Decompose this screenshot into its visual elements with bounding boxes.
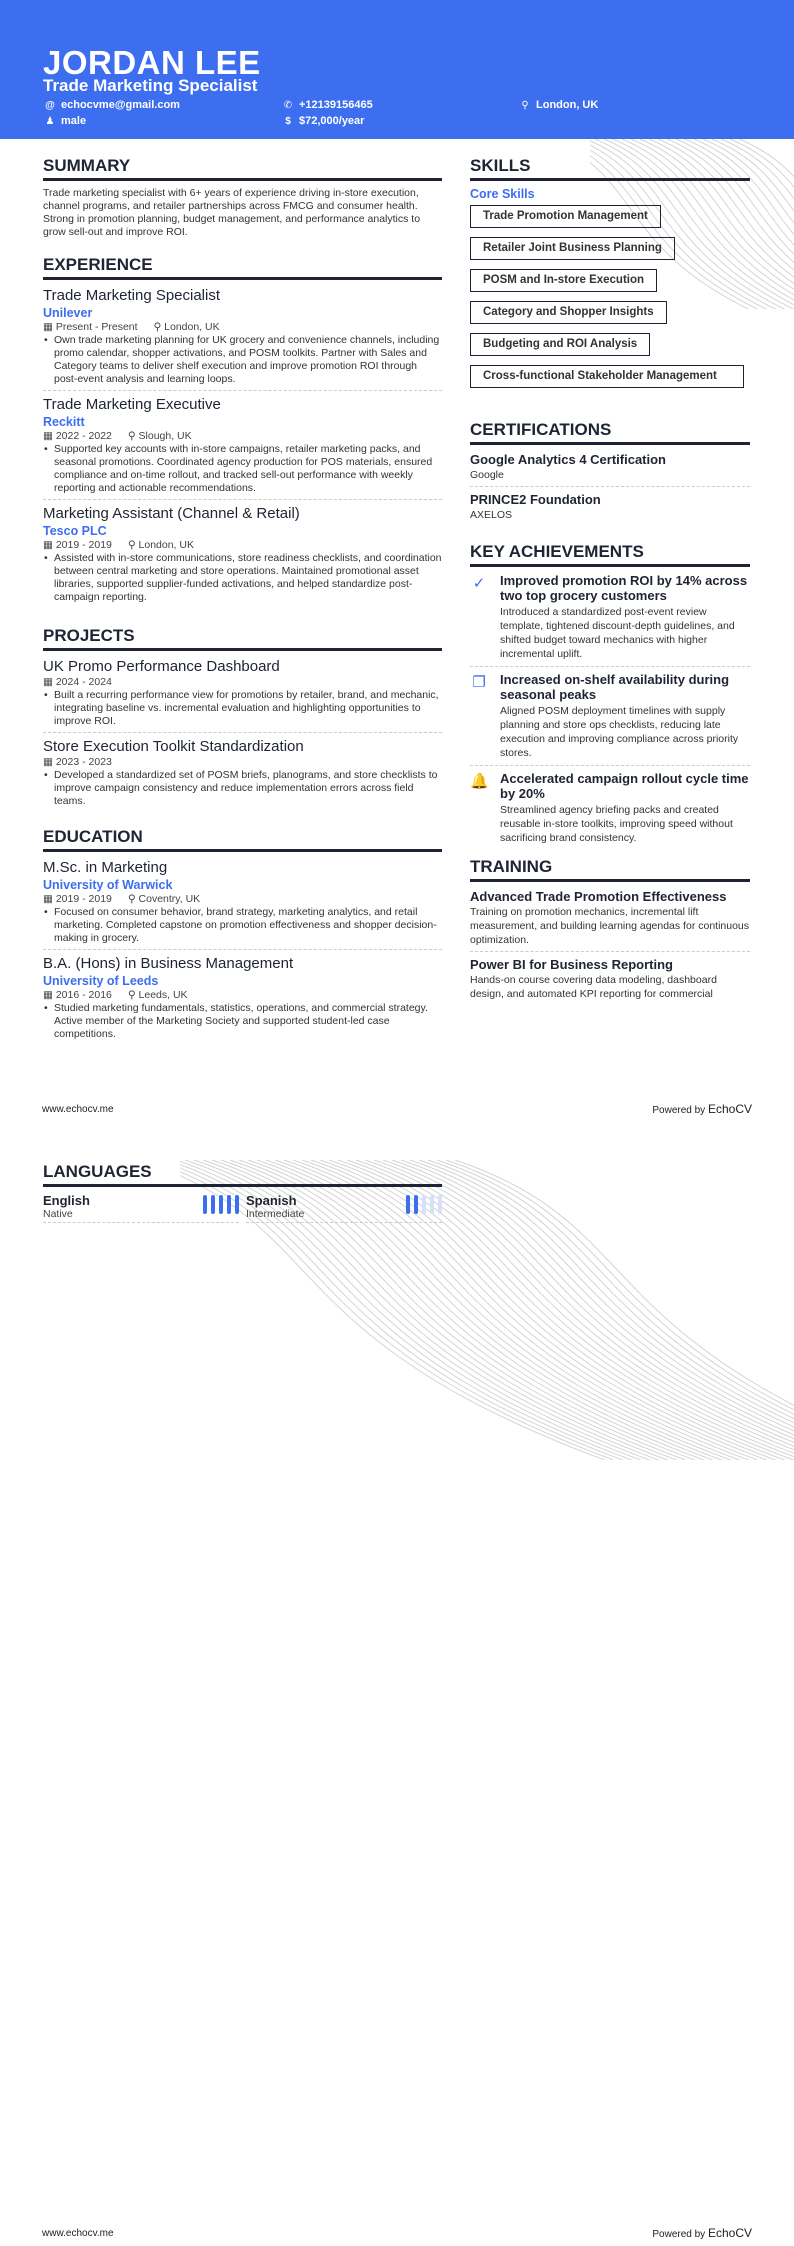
location-text: London, UK: [164, 321, 220, 333]
calendar-icon: ▦: [43, 989, 56, 1001]
achievement-item: [470, 672, 750, 766]
section-heading: SUMMARY: [43, 156, 442, 181]
experience-section: [43, 255, 442, 612]
skill-row: [470, 269, 750, 301]
experience-item: [43, 395, 442, 500]
experience-item: [43, 504, 442, 608]
section-heading: PROJECTS: [43, 626, 442, 651]
wave-line: [401, 1160, 794, 1460]
location: [128, 430, 192, 443]
level-bar: [219, 1195, 223, 1214]
section-heading: EXPERIENCE: [43, 255, 442, 280]
date-range: [43, 321, 138, 334]
item-bullet: • Developed a standardized set of POSM briefs, planograms, and store checklists to improve campaign consistency and reduce implementation errors across field teams.: [43, 769, 442, 808]
level-bar: [211, 1195, 215, 1214]
calendar-icon: ▦: [43, 321, 56, 333]
skill-row: [470, 333, 750, 365]
calendar-icon: ▦: [43, 539, 56, 551]
skill-chip: Category and Shopper Insights: [470, 301, 667, 324]
training-title: Advanced Trade Promotion Effectiveness: [470, 889, 727, 904]
company-name: Unilever: [43, 306, 93, 320]
skill-row: [470, 237, 750, 269]
achievement-item: [470, 573, 750, 667]
contact-email[interactable]: [45, 99, 180, 111]
language-level: Intermediate: [246, 1208, 305, 1220]
phone-text: +12139156465: [299, 99, 373, 111]
certification-item: [470, 451, 750, 487]
achievements-section: [470, 542, 750, 855]
language-item: [246, 1193, 442, 1223]
section-heading: KEY ACHIEVEMENTS: [470, 542, 750, 567]
skill-chip: POSM and In-store Execution: [470, 269, 657, 292]
training-text: Hands-on course covering data modeling, dashboard design, and automated KPI reporting for commercial: [470, 974, 717, 1000]
item-bullet: • Own trade marketing planning for UK grocery and convenience channels, including promo calendar, shopper activations, and POSM toolkits. Partner with Sales and Category teams to deliver shelf execution and improve promotion ROI through post-event analysis and learning loops.: [43, 334, 442, 386]
project-item: [43, 657, 442, 733]
language-item: [43, 1193, 239, 1223]
degree-title: M.Sc. in Marketing: [43, 859, 168, 876]
date-range: [43, 893, 112, 906]
date-text: 2022 - 2022: [55, 430, 112, 442]
location: [154, 321, 220, 334]
language-name: English: [43, 1193, 90, 1208]
skill-chip: Budgeting and ROI Analysis: [470, 333, 650, 356]
school-name: University of Leeds: [43, 974, 159, 988]
wave-line: [392, 1160, 794, 1460]
wave-line: [437, 1160, 794, 1460]
level-bar: [422, 1195, 426, 1214]
location: [128, 893, 200, 906]
education-item: [43, 954, 442, 1045]
degree-title: B.A. (Hons) in Business Management: [43, 955, 294, 972]
item-meta: [43, 756, 442, 769]
check-icon: ✓: [472, 575, 486, 592]
brand-name: EchoCV: [707, 1102, 752, 1116]
skill-row: [470, 205, 750, 237]
language-level: Native: [43, 1208, 73, 1220]
date-text: Present - Present: [55, 321, 138, 333]
certification-item: [470, 491, 750, 526]
level-bar: [414, 1195, 418, 1214]
achievement-body: [500, 573, 750, 661]
project-item: [43, 737, 442, 812]
contact-location: [520, 99, 598, 111]
item-meta: [43, 893, 442, 906]
skill-chip: Trade Promotion Management: [470, 205, 661, 228]
company-name: Reckitt: [43, 415, 85, 429]
company-name: Tesco PLC: [43, 524, 107, 538]
footer-site-link[interactable]: www.echocv.me: [42, 2228, 114, 2239]
calendar-icon: ▦: [43, 893, 56, 905]
location-pin-icon: ⚲: [127, 430, 139, 442]
item-meta: [43, 676, 442, 689]
level-bar: [203, 1195, 207, 1214]
wave-line: [410, 1160, 794, 1460]
date-text: 2016 - 2016: [55, 989, 112, 1001]
section-heading: LANGUAGES: [43, 1162, 442, 1187]
contact-gender: [45, 115, 86, 127]
at-icon: @: [45, 99, 55, 111]
training-text: Training on promotion mechanics, incremental lift measurement, and building learning agendas for continuous optimization.: [470, 906, 750, 946]
achievement-text: Streamlined agency briefing packs and created reusable in-store toolkits, improving speed without sacrificing brand consistency.: [500, 804, 733, 844]
language-name: Spanish: [246, 1193, 297, 1208]
achievement-item: [470, 771, 750, 850]
powered-by-text: Powered by: [652, 1105, 706, 1116]
date-range: [43, 539, 112, 552]
level-bar: [235, 1195, 239, 1214]
location-text: Coventry, UK: [138, 893, 201, 905]
calendar-icon: ▦: [43, 756, 56, 768]
section-heading: TRAINING: [470, 857, 750, 882]
achievement-title: Increased on-shelf availability during seasonal peaks: [500, 672, 730, 702]
money-icon: $: [285, 115, 291, 127]
projects-section: [43, 626, 442, 816]
training-item: [470, 888, 750, 952]
level-bar: [430, 1195, 434, 1214]
skill-row: [470, 365, 750, 397]
section-heading: CERTIFICATIONS: [470, 420, 750, 445]
job-title: Trade Marketing Specialist: [43, 287, 221, 304]
certifications-section: [470, 420, 750, 530]
date-text: 2024 - 2024: [55, 676, 112, 688]
date-text: 2019 - 2019: [55, 893, 112, 905]
contact-salary: [283, 115, 364, 127]
skills-section: [470, 156, 750, 397]
date-range: [43, 430, 112, 443]
education-item: [43, 858, 442, 950]
footer-powered[interactable]: [652, 2226, 752, 2240]
email-text: echocvme@gmail.com: [61, 99, 180, 111]
location: [128, 539, 194, 552]
language-text: [43, 1193, 90, 1220]
location-pin-icon: ⚲: [521, 99, 529, 111]
level-bar: [438, 1195, 442, 1214]
job-title: Marketing Assistant (Channel & Retail): [43, 505, 300, 522]
item-meta: [43, 321, 442, 334]
item-meta: [43, 430, 442, 443]
level-bar: [227, 1195, 231, 1214]
powered-by-text: Powered by: [652, 2229, 706, 2240]
bell-icon: 🔔: [470, 773, 489, 790]
language-level-bars: [203, 1193, 239, 1214]
location-text: Leeds, UK: [138, 989, 188, 1001]
achievement-text: Introduced a standardized post-event review template, tightened discount-depth guidelines, and shifted budget toward mechanics with higher incremental uplift.: [500, 606, 735, 660]
skills-group-label: Core Skills: [470, 187, 535, 201]
contact-phone[interactable]: [283, 99, 373, 111]
location-pin-icon: ⚲: [127, 539, 139, 551]
item-bullet: • Assisted with in-store communications, store readiness checklists, and coordination between central marketing and store operations. Maintained promotional asset libraries, supported supplier-funded activations, and helped standardize post-campaign reporting.: [43, 552, 442, 604]
language-text: [246, 1193, 304, 1220]
section-heading: EDUCATION: [43, 827, 442, 852]
skill-row: [470, 301, 750, 333]
documents-icon: ❐: [472, 674, 486, 691]
school-name: University of Warwick: [43, 878, 173, 892]
item-bullet: • Focused on consumer behavior, brand strategy, marketing analytics, and retail marketing. Completed capstone on promotion effectiveness and shopper decision-making in grocery.: [43, 906, 442, 945]
item-bullet: • Built a recurring performance view for promotions by retailer, brand, and mechanic, integrating baseline vs. incremental evaluation and highlighting opportunities to improve ROI.: [43, 689, 442, 728]
candidate-title: Trade Marketing Specialist: [43, 76, 258, 95]
achievement-body: [500, 672, 750, 760]
wave-line: [383, 1160, 794, 1460]
education-section: [43, 827, 442, 1049]
salary-text: $72,000/year: [299, 115, 365, 127]
brand-name: EchoCV: [707, 2226, 752, 2240]
location-pin-icon: ⚲: [127, 893, 139, 905]
location-text: Slough, UK: [138, 430, 192, 442]
location: [128, 989, 188, 1002]
person-icon: ♟: [45, 115, 55, 127]
location-pin-icon: ⚲: [127, 989, 139, 1001]
training-title: Power BI for Business Reporting: [470, 957, 673, 972]
level-bar: [406, 1195, 410, 1214]
item-bullet: • Supported key accounts with in-store campaigns, retailer marketing packs, and seasonal promotions. Coordinated agency production for POS materials, ensured compliance and on-time rollout, and tracked sell-out performance with weekly reporting and actionable recommendations.: [43, 443, 442, 495]
footer-site-link[interactable]: www.echocv.me: [42, 1104, 114, 1115]
location-text: London, UK: [138, 539, 194, 551]
phone-icon: ✆: [283, 99, 293, 111]
certification-issuer: AXELOS: [470, 509, 513, 521]
experience-item: [43, 286, 442, 391]
summary-section: [43, 156, 442, 239]
wave-line: [446, 1160, 794, 1460]
date-text: 2023 - 2023: [55, 756, 112, 768]
item-meta: [43, 989, 442, 1002]
achievement-text: Aligned POSM deployment timelines with supply planning and store ops checklists, reducing late execution and improving compliance across priority stores.: [500, 705, 739, 759]
skill-chip: Retailer Joint Business Planning: [470, 237, 675, 260]
training-section: [470, 857, 750, 1009]
item-meta: [43, 539, 442, 552]
languages-section: [43, 1162, 442, 1223]
achievement-body: [500, 771, 750, 845]
section-heading: SKILLS: [470, 156, 750, 181]
date-range: [43, 676, 112, 689]
date-range: [43, 989, 112, 1002]
gender-text: male: [61, 115, 87, 127]
resume-header: [0, 0, 794, 139]
skill-chip: Cross-functional Stakeholder Management: [470, 365, 744, 388]
calendar-icon: ▦: [43, 430, 56, 442]
candidate-name: JORDAN LEE: [43, 44, 261, 81]
certification-name: PRINCE2 Foundation: [470, 492, 601, 507]
project-title: Store Execution Toolkit Standardization: [43, 738, 304, 755]
certification-name: Google Analytics 4 Certification: [470, 452, 667, 467]
achievement-title: Improved promotion ROI by 14% across two top grocery customers: [500, 573, 748, 603]
date-text: 2019 - 2019: [55, 539, 112, 551]
certification-issuer: Google: [470, 469, 504, 481]
location-text: London, UK: [536, 99, 599, 111]
wave-line: [419, 1160, 794, 1460]
location-pin-icon: ⚲: [153, 321, 165, 333]
training-item: [470, 956, 750, 1005]
language-level-bars: [406, 1193, 442, 1214]
project-title: UK Promo Performance Dashboard: [43, 658, 280, 675]
calendar-icon: ▦: [43, 676, 56, 688]
job-title: Trade Marketing Executive: [43, 396, 221, 413]
wave-line: [428, 1160, 794, 1460]
item-bullet: • Studied marketing fundamentals, statistics, operations, and commercial strategy. Active member of the Marketing Society and supported student-led case competitions.: [43, 1002, 442, 1041]
footer-powered[interactable]: [652, 1102, 752, 1116]
date-range: [43, 756, 112, 769]
wave-line: [455, 1160, 794, 1460]
summary-text: Trade marketing specialist with 6+ years of experience driving in-store execution, channel programs, and retailer partnerships across FMCG and consumer health. Strong in promotion planning, budget management, and performance analytics to grow sell-out and improve ROI.: [43, 187, 421, 238]
achievement-title: Accelerated campaign rollout cycle time by 20%: [500, 771, 749, 801]
